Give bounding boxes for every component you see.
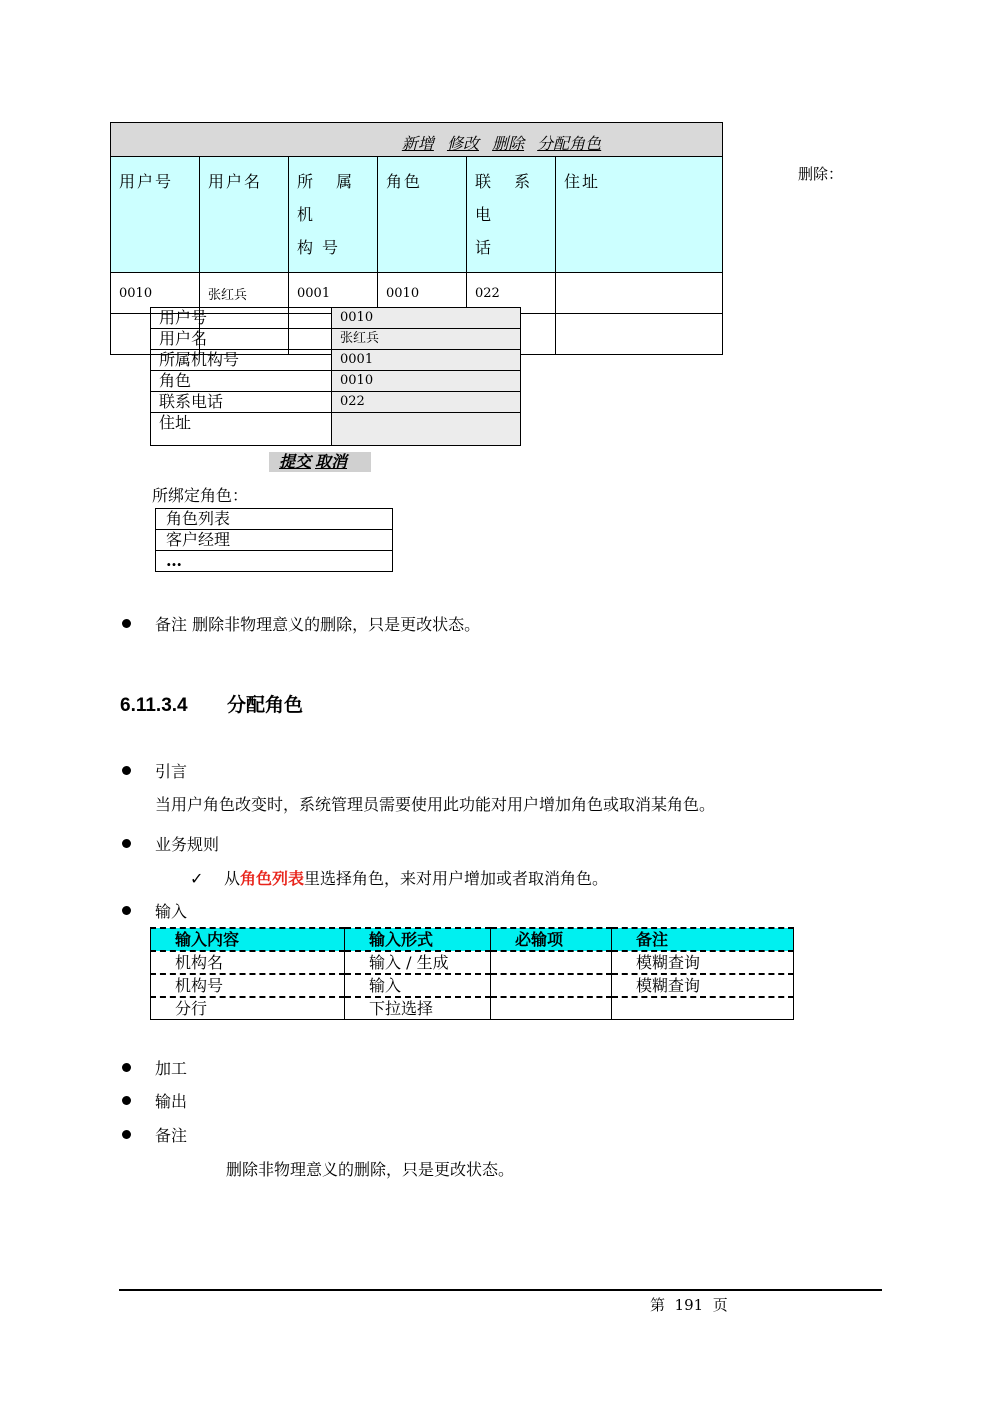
field-label: 住址 [151, 413, 332, 446]
section-number: 6.11.3.4 [120, 695, 188, 716]
table-row [151, 974, 794, 997]
role-list [155, 508, 393, 572]
col-header-address: 住址 [556, 157, 723, 273]
table-cell: 下拉选择 [345, 997, 491, 1020]
output-title: 输出 [155, 1092, 188, 1111]
list-item[interactable]: 客户经理 [156, 530, 393, 551]
form-row [151, 371, 521, 392]
col-header-org-id: 所 属 机 构号 [289, 157, 378, 273]
table-row [151, 951, 794, 974]
bullet-icon [122, 1096, 131, 1105]
cell-user-id: 0010 [111, 273, 200, 314]
assign-role-link[interactable]: 分配角色 [537, 134, 602, 153]
table-cell: 输入 / 生成 [345, 951, 491, 974]
cancel-button[interactable]: 取消 [315, 452, 348, 471]
process-title: 加工 [155, 1059, 188, 1078]
bullet-icon [122, 1130, 131, 1139]
cell-user-name: 张红兵 [200, 273, 289, 314]
form-row [151, 329, 521, 350]
form-row [151, 413, 521, 446]
user-id-field[interactable]: 0010 [332, 308, 521, 329]
edit-link[interactable]: 修改 [446, 134, 479, 153]
col-header-role: 角色 [378, 157, 467, 273]
bullet-icon [122, 906, 131, 915]
bullet-icon [122, 839, 131, 848]
table-cell: 机构号 [151, 974, 345, 997]
bullet-icon [122, 1063, 131, 1072]
footer-divider [119, 1289, 882, 1291]
section-title: 分配角色 [227, 695, 304, 716]
page-number: 第 191 页 [650, 1296, 728, 1314]
table-cell: 机构名 [151, 951, 345, 974]
bullet-icon [122, 619, 131, 628]
table-cell: 输入 [345, 974, 491, 997]
list-item[interactable]: … [156, 551, 393, 572]
input-table [150, 927, 794, 1020]
field-label: 角色 [151, 371, 332, 392]
table-cell [612, 997, 794, 1020]
delete-section-label: 删除： [798, 165, 844, 183]
col-header: 输入内容 [151, 928, 345, 951]
cell-org-id: 0001 [289, 273, 378, 314]
field-label: 联系电话 [151, 392, 332, 413]
form-row [151, 308, 521, 329]
remark-title: 备注 [155, 1126, 188, 1145]
delete-link[interactable]: 删除 [492, 134, 525, 153]
org-id-field[interactable]: 0001 [332, 350, 521, 371]
table-cell: 模糊查询 [612, 974, 794, 997]
toolbar [111, 123, 723, 157]
col-header: 备注 [612, 928, 794, 951]
field-label: 用户名 [151, 329, 332, 350]
note-text: 备注 删除非物理意义的删除，只是更改状态。 [155, 615, 481, 634]
intro-title: 引言 [155, 762, 188, 781]
cell-role: 0010 [378, 273, 467, 314]
role-list-highlight: 角色列表 [240, 869, 305, 888]
table-header-row [111, 157, 723, 273]
col-header: 输入形式 [345, 928, 491, 951]
address-field[interactable] [332, 413, 521, 446]
table-row [151, 997, 794, 1020]
submit-button[interactable]: 提交 [279, 452, 312, 471]
table-cell: 分行 [151, 997, 345, 1020]
col-header-user-id: 用户号 [111, 157, 200, 273]
intro-text: 当用户角色改变时，系统管理员需要使用此功能对用户增加角色或取消某角色。 [155, 795, 716, 814]
detail-form [150, 307, 521, 446]
col-header: 必输项 [491, 928, 612, 951]
phone-field[interactable]: 022 [332, 392, 521, 413]
table-header-row [151, 928, 794, 951]
field-label: 用户号 [151, 308, 332, 329]
bound-roles-label: 所绑定角色： [152, 486, 249, 505]
bullet-icon [122, 766, 131, 775]
rules-title: 业务规则 [155, 835, 220, 854]
field-label: 所属机构号 [151, 350, 332, 371]
col-header-user-name: 用户名 [200, 157, 289, 273]
cell-address [556, 314, 723, 355]
form-row [151, 350, 521, 371]
cell-address [556, 273, 723, 314]
table-cell [491, 997, 612, 1020]
cell-phone: 022 [467, 273, 556, 314]
table-cell [491, 974, 612, 997]
check-icon: ✓ [190, 869, 204, 888]
form-actions [269, 452, 371, 472]
role-field[interactable]: 0010 [332, 371, 521, 392]
list-item[interactable]: 角色列表 [156, 509, 393, 530]
section-heading [120, 690, 303, 717]
col-header-phone: 联 系 电 话 [467, 157, 556, 273]
remark-text: 删除非物理意义的删除，只是更改状态。 [226, 1160, 515, 1179]
table-cell [491, 951, 612, 974]
add-link[interactable]: 新增 [401, 134, 434, 153]
table-cell: 模糊查询 [612, 951, 794, 974]
form-row [151, 392, 521, 413]
rule-item: ✓ 从角色列表里选择角色，来对用户增加或者取消角色。 [190, 869, 609, 888]
input-title: 输入 [155, 902, 188, 921]
user-name-field[interactable]: 张红兵 [332, 329, 521, 350]
